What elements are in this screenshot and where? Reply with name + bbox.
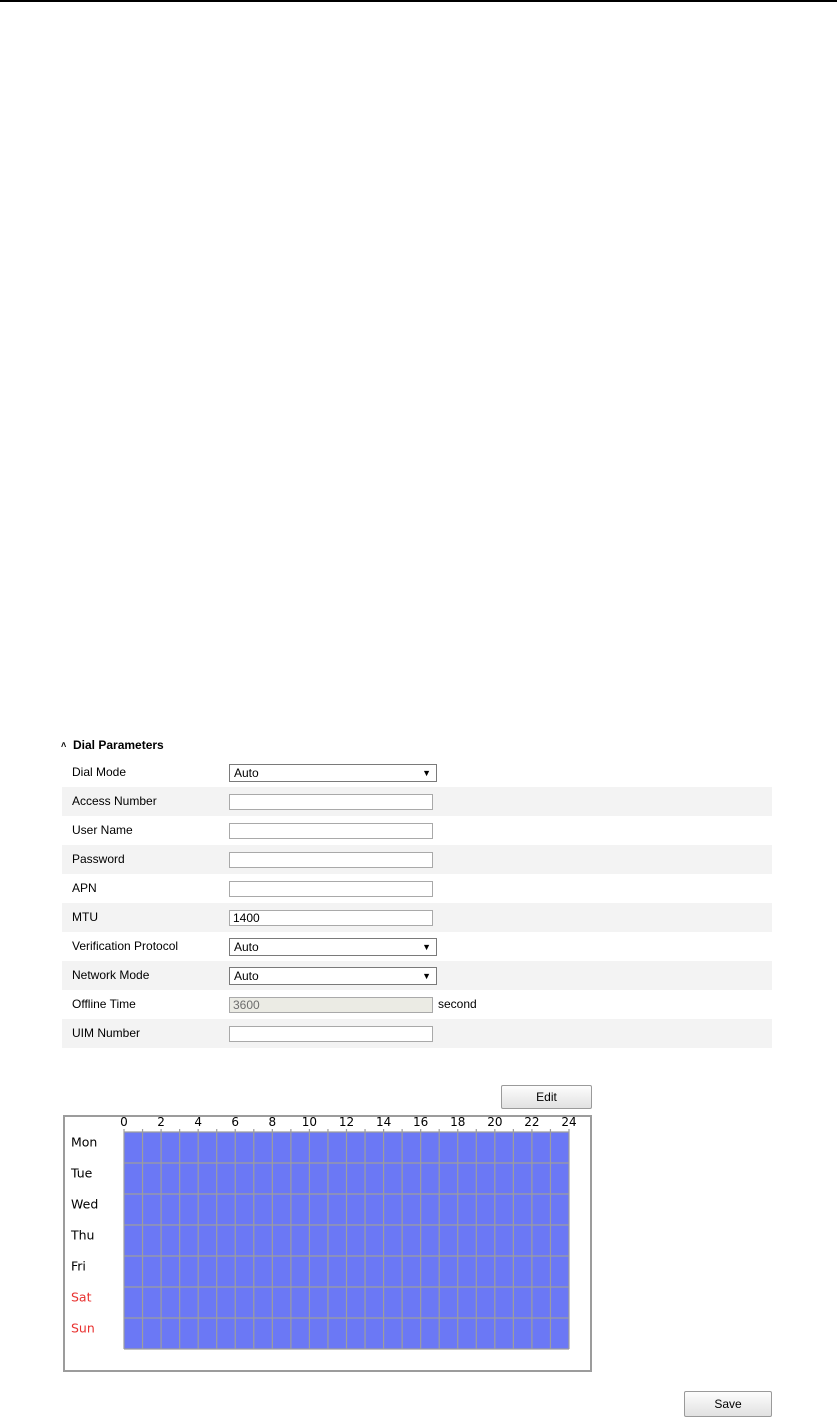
section-title: Dial Parameters: [73, 738, 164, 752]
day-label-sat: Sat: [71, 1289, 92, 1305]
row-uim-number: [62, 1019, 772, 1048]
apn-input[interactable]: [229, 881, 433, 897]
row-access-number: [62, 787, 772, 816]
dial-parameters-form: [62, 758, 772, 1048]
hour-label: 8: [268, 1117, 277, 1129]
uim-number-input[interactable]: [229, 1026, 433, 1042]
day-label-tue: Tue: [71, 1165, 93, 1181]
edit-button[interactable]: Edit: [501, 1085, 592, 1109]
user-name-input[interactable]: [229, 823, 433, 839]
mtu-input[interactable]: [229, 910, 433, 926]
hour-label: 6: [231, 1117, 240, 1129]
hour-label: 0: [120, 1117, 128, 1129]
offline-time-unit: second: [438, 997, 477, 1011]
user-name-label: User Name: [72, 823, 133, 837]
mtu-label: MTU: [72, 910, 98, 924]
row-mtu: [62, 903, 772, 932]
row-offline-time: [62, 990, 772, 1019]
dial-mode-value: Auto: [234, 766, 259, 780]
offline-time-value: 3600: [233, 998, 260, 1012]
dial-mode-label: Dial Mode: [72, 765, 127, 779]
dial-parameters-header[interactable]: [61, 736, 164, 754]
uim-number-label: UIM Number: [72, 1026, 141, 1040]
hour-label: 4: [194, 1117, 202, 1129]
offline-time-label: Offline Time: [72, 997, 136, 1011]
dial-mode-select[interactable]: [229, 764, 437, 782]
mtu-value: 1400: [233, 911, 260, 925]
dropdown-arrow-icon: ▼: [422, 971, 431, 981]
hour-label: 14: [375, 1117, 392, 1129]
chevron-up-icon[interactable]: ˄: [61, 740, 67, 750]
access-number-input[interactable]: [229, 794, 433, 810]
schedule-grid[interactable]: [65, 1117, 590, 1370]
access-number-label: Access Number: [72, 794, 157, 808]
network-mode-select[interactable]: [229, 967, 437, 985]
apn-label: APN: [72, 881, 97, 895]
top-rule: [0, 0, 837, 2]
row-password: [62, 845, 772, 874]
row-apn: [62, 874, 772, 903]
row-dial-mode: [62, 758, 772, 787]
hour-label: 2: [157, 1117, 165, 1129]
day-label-thu: Thu: [71, 1227, 95, 1243]
row-user-name: [62, 816, 772, 845]
hour-label: 18: [450, 1117, 466, 1129]
verification-protocol-value: Auto: [234, 940, 259, 954]
dropdown-arrow-icon: ▼: [422, 768, 431, 778]
hour-label: 12: [338, 1117, 355, 1129]
row-network-mode: [62, 961, 772, 990]
day-label-sun: Sun: [71, 1320, 95, 1336]
row-verification-protocol: [62, 932, 772, 961]
hour-label: 24: [561, 1117, 577, 1129]
password-label: Password: [72, 852, 125, 866]
network-mode-value: Auto: [234, 969, 259, 983]
day-label-fri: Fri: [71, 1258, 86, 1274]
network-mode-label: Network Mode: [72, 968, 150, 982]
day-label-mon: Mon: [71, 1134, 98, 1150]
arming-schedule[interactable]: [63, 1115, 592, 1372]
hour-label: 16: [413, 1117, 429, 1129]
save-button[interactable]: Save: [684, 1391, 772, 1417]
hour-label: 20: [487, 1117, 503, 1129]
password-input[interactable]: [229, 852, 433, 868]
offline-time-input: [229, 997, 433, 1013]
hour-label: 22: [524, 1117, 540, 1129]
verification-protocol-label: Verification Protocol: [72, 939, 179, 953]
day-label-wed: Wed: [71, 1196, 99, 1212]
hour-label: 10: [301, 1117, 318, 1129]
dropdown-arrow-icon: ▼: [422, 942, 431, 952]
verification-protocol-select[interactable]: [229, 938, 437, 956]
